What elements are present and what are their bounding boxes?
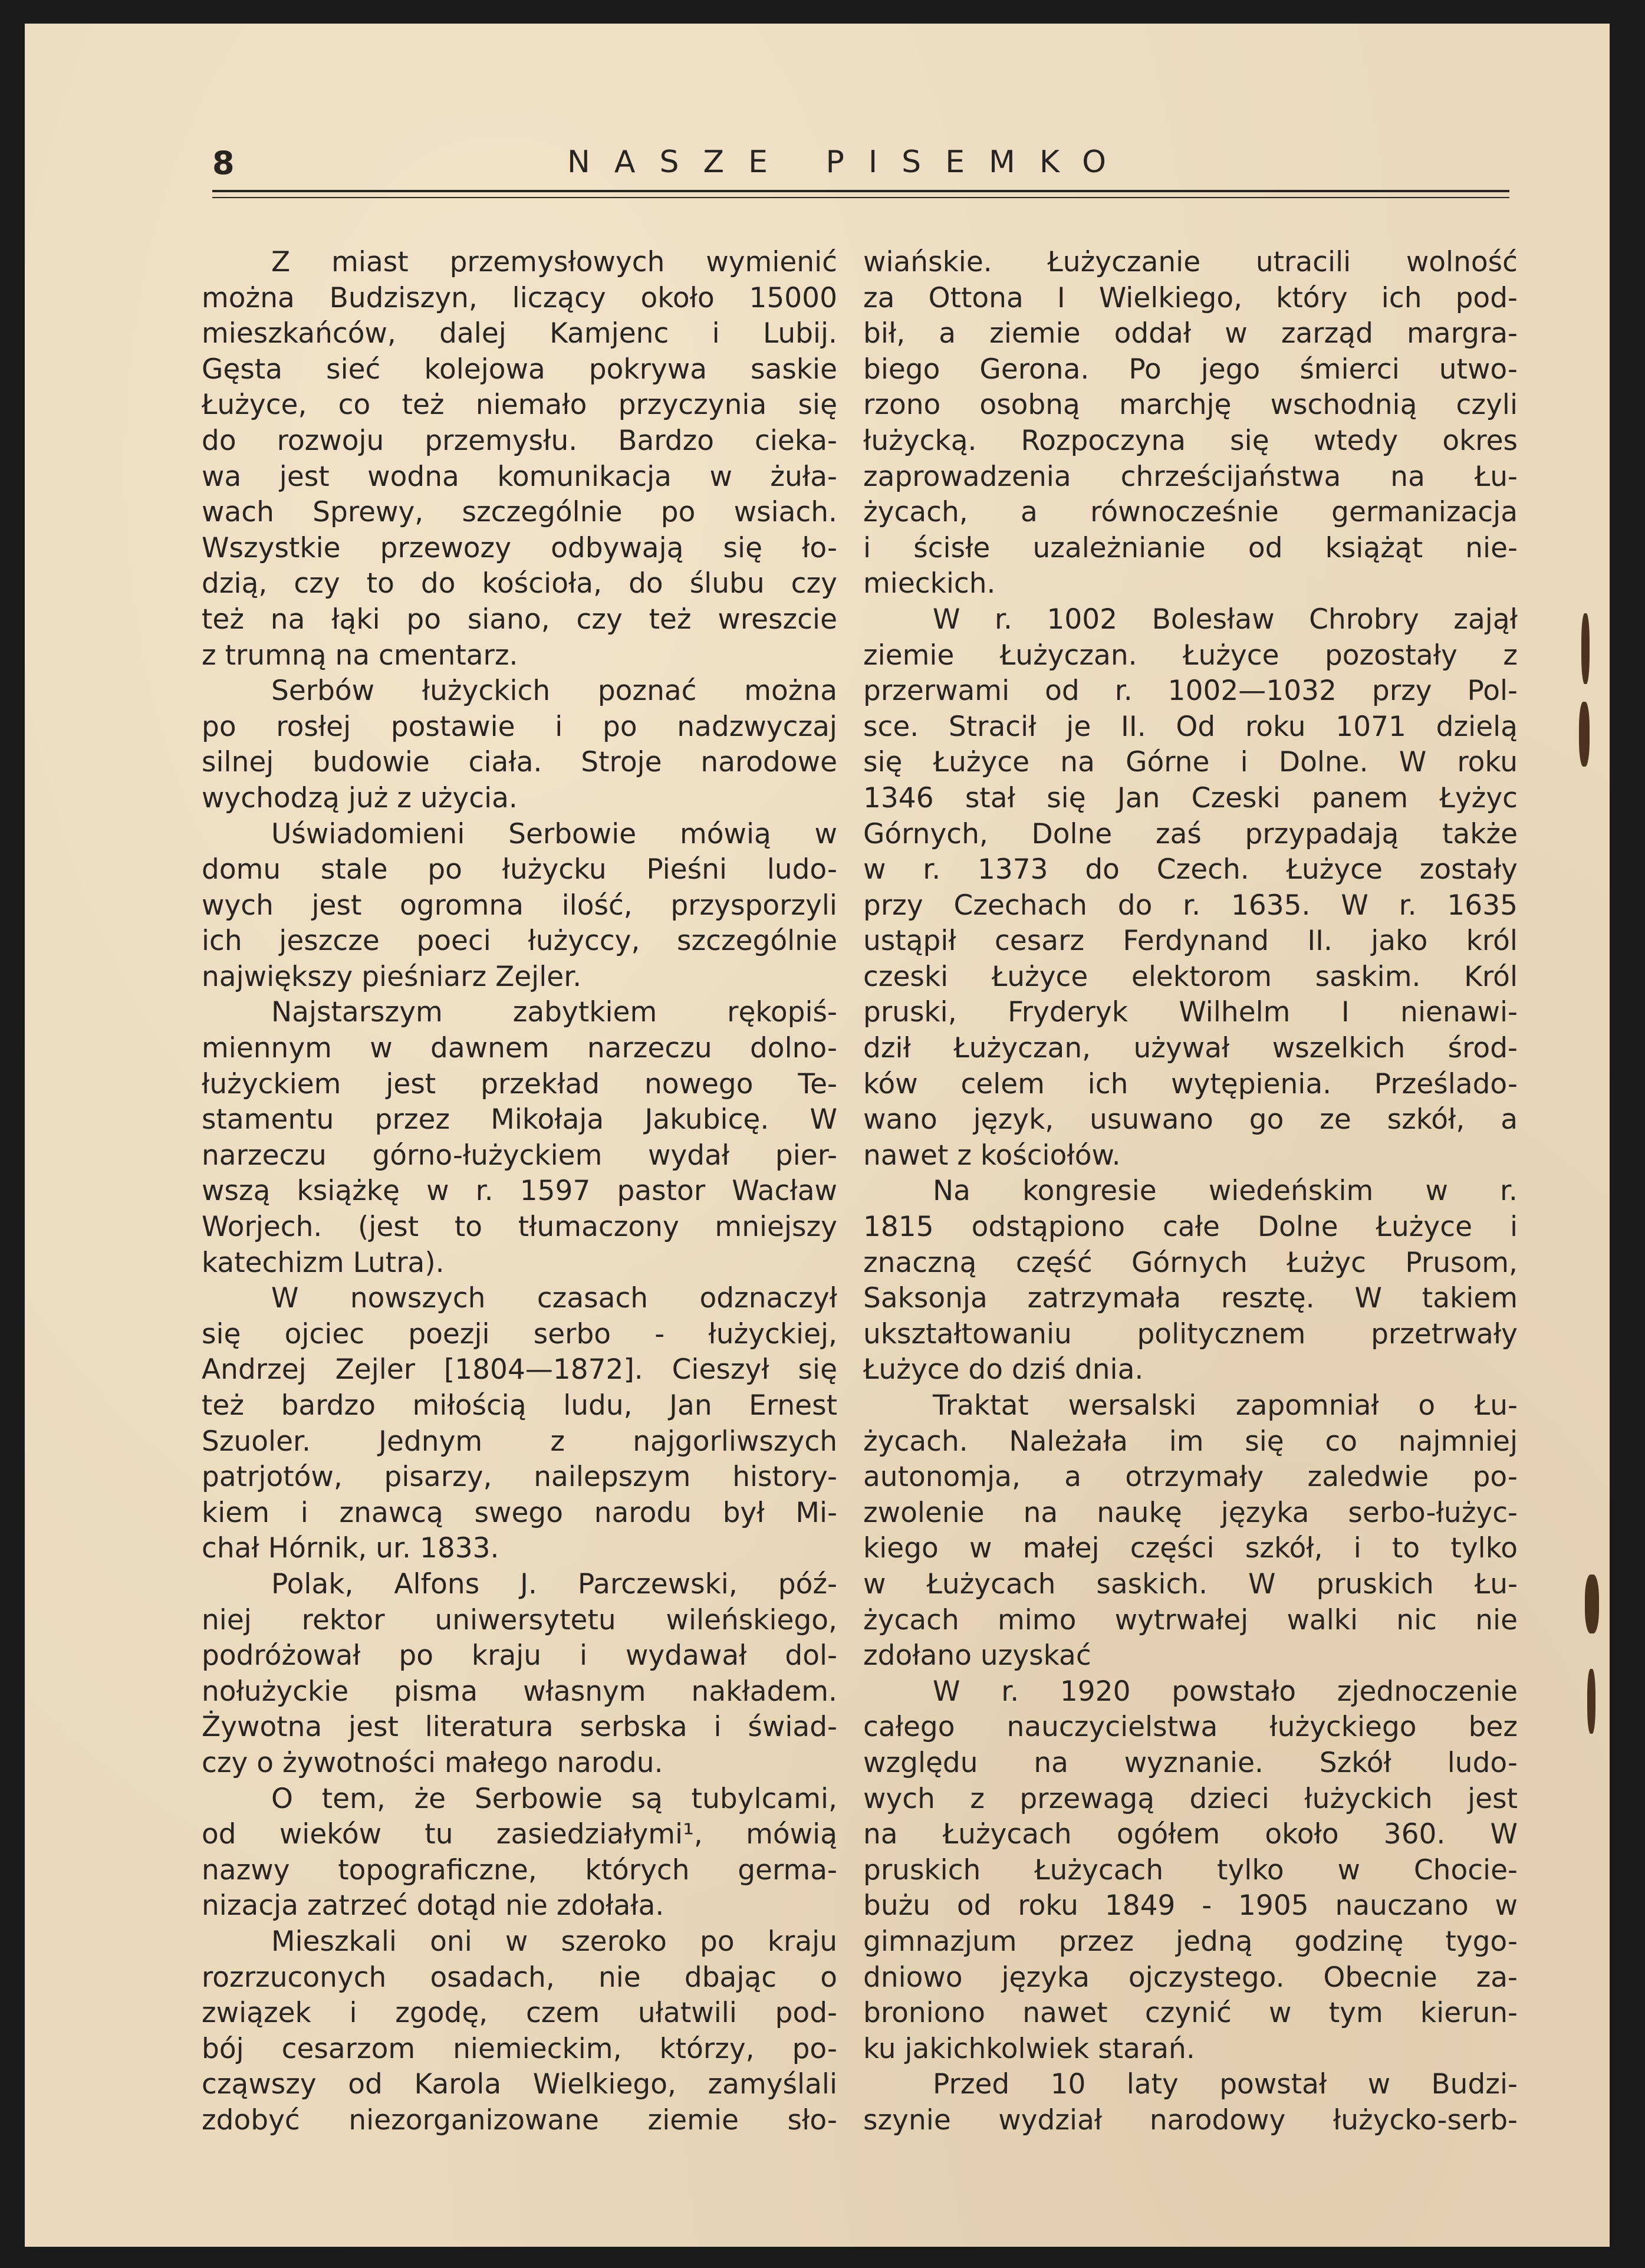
text-line: Gęsta sieć kolejowa pokrywa saskie xyxy=(202,353,837,386)
text-line: bój cesarzom niemieckim, którzy, po- xyxy=(202,2032,837,2065)
text-line: też na łąki po siano, czy też wreszcie xyxy=(202,603,837,636)
text-line: Górnych, Dolne zaś przypadają także xyxy=(863,817,1518,850)
header-rule-thick xyxy=(212,190,1509,192)
text-line: całego nauczycielstwa łużyckiego bez xyxy=(863,1711,1518,1744)
text-line: Najstarszym zabytkiem rękopiś- xyxy=(271,996,837,1029)
text-line: W r. 1002 Bolesław Chrobry zajął xyxy=(933,603,1518,636)
text-line: katechizm Lutra). xyxy=(202,1246,445,1279)
text-line: rzono osobną marchję wschodnią czyli xyxy=(863,389,1518,422)
text-line: podróżował po kraju i wydawał dol- xyxy=(202,1639,837,1672)
text-line: się ojciec poezji serbo - łużyckiej, xyxy=(202,1317,837,1350)
text-line: Żywotna jest literatura serbska i świad- xyxy=(202,1711,837,1744)
text-line: się Łużyce na Górne i Dolne. W roku xyxy=(863,746,1518,779)
text-line: ich jeszcze poeci łużyccy, szczególnie xyxy=(202,925,837,958)
text-line: pruskich Łużycach tylko w Chocie- xyxy=(863,1853,1518,1886)
text-line: autonomja, a otrzymały zaledwie po- xyxy=(863,1461,1518,1494)
text-line: O tem, że Serbowie są tubylcami, xyxy=(271,1782,837,1815)
text-line: miennym w dawnem narzeczu dolno- xyxy=(202,1032,837,1065)
page-number: 8 xyxy=(212,144,235,182)
text-line: Łużyce, co też niemało przyczynia się xyxy=(202,389,837,422)
text-line: Łużyce do dziś dnia. xyxy=(863,1353,1144,1386)
text-line: 1815 odstąpiono całe Dolne Łużyce i xyxy=(863,1211,1518,1244)
right-text-column xyxy=(863,245,1518,2138)
header-rule-thin xyxy=(212,197,1509,198)
text-line: przerwami od r. 1002—1032 przy Pol- xyxy=(863,675,1518,708)
text-line: wychodzą już z użycia. xyxy=(202,781,518,814)
text-line: Serbów łużyckich poznać można xyxy=(271,675,837,708)
text-line: wych z przewagą dzieci łużyckich jest xyxy=(863,1782,1518,1815)
text-line: rozrzuconych osadach, nie dbając o xyxy=(202,1961,837,1994)
text-line: patrjotów, pisarzy, nailepszym history- xyxy=(202,1461,837,1494)
text-line: i ścisłe uzależnianie od książąt nie- xyxy=(863,531,1518,564)
text-line: życach. Należała im się co najmniej xyxy=(863,1425,1518,1458)
text-line: ku jakichkolwiek starań. xyxy=(863,2032,1195,2065)
text-line: wych jest ogromna ilość, przysporzyli xyxy=(202,889,837,922)
text-line: największy pieśniarz Zejler. xyxy=(202,960,582,993)
text-line: nazwy topograficzne, których germa- xyxy=(202,1853,837,1886)
text-line: łużycką. Rozpoczyna się wtedy okres xyxy=(863,424,1518,457)
text-line: ków celem ich wytępienia. Prześlado- xyxy=(863,1067,1518,1100)
text-line: wiańskie. Łużyczanie utracili wolność xyxy=(863,246,1518,278)
text-line: zwolenie na naukę języka serbo-łużyc- xyxy=(863,1496,1518,1529)
text-line: Mieszkali oni w szeroko po kraju xyxy=(271,1925,837,1958)
text-line: czeski Łużyce elektorom saskim. Król xyxy=(863,960,1518,993)
margin-ink-mark-upper xyxy=(1579,702,1590,767)
text-line: Na kongresie wiedeńskim w r. xyxy=(933,1175,1518,1208)
text-line: dził Łużyczan, używał wszelkich środ- xyxy=(863,1032,1518,1065)
text-line: z trumną na cmentarz. xyxy=(202,639,518,672)
text-line: domu stale po łużycku Pieśni ludo- xyxy=(202,853,837,886)
text-line: mieszkańców, dalej Kamjenc i Lubij. xyxy=(202,317,837,350)
text-line: narzeczu górno-łużyckiem wydał pier- xyxy=(202,1139,837,1172)
text-line: cząwszy od Karola Wielkiego, zamyślali xyxy=(202,2068,837,2101)
text-line: w Łużycach saskich. W pruskich Łu- xyxy=(863,1567,1518,1600)
text-line: za Ottona I Wielkiego, który ich pod- xyxy=(863,281,1518,314)
text-line: Traktat wersalski zapomniał o Łu- xyxy=(933,1389,1518,1422)
text-line: zaprowadzenia chrześcijaństwa na Łu- xyxy=(863,460,1518,493)
text-line: wano język, usuwano go ze szkół, a xyxy=(863,1103,1518,1136)
text-line: czy o żywotności małego narodu. xyxy=(202,1746,663,1779)
text-line: od wieków tu zasiedziałymi¹, mówią xyxy=(202,1818,837,1851)
text-line: życach mimo wytrwałej walki nic nie xyxy=(863,1603,1518,1636)
text-line: łużyckiem jest przekład nowego Te- xyxy=(202,1067,837,1100)
text-line: wa jest wodna komunikacja w żuła- xyxy=(202,460,837,493)
text-line: przy Czechach do r. 1635. W r. 1635 xyxy=(863,889,1518,922)
text-line: zdobyć niezorganizowane ziemie sło- xyxy=(202,2103,837,2136)
margin-ink-mark-top xyxy=(1581,613,1590,684)
text-line: nizacja zatrzeć dotąd nie zdołała. xyxy=(202,1889,664,1922)
text-line: na Łużycach ogółem około 360. W xyxy=(863,1818,1518,1851)
text-line: niej rektor uniwersytetu wileńskiego, xyxy=(202,1603,837,1636)
text-line: zdołano uzyskać xyxy=(863,1639,1091,1672)
text-line: broniono nawet czynić w tym kierun- xyxy=(863,1997,1518,2030)
text-line: względu na wyznanie. Szkół ludo- xyxy=(863,1746,1518,1779)
text-line: Uświadomieni Serbowie mówią w xyxy=(271,817,837,850)
text-line: sce. Stracił je II. Od roku 1071 dzielą xyxy=(863,710,1518,743)
text-line: Z miast przemysłowych wymienić xyxy=(271,246,837,278)
text-line: nołużyckie pisma własnym nakładem. xyxy=(202,1675,837,1708)
text-line: Szuoler. Jednym z najgorliwszych xyxy=(202,1425,837,1458)
text-line: też bardzo miłością ludu, Jan Ernest xyxy=(202,1389,837,1422)
text-line: silnej budowie ciała. Stroje narodowe xyxy=(202,746,837,779)
text-line: po rosłej postawie i po nadzwyczaj xyxy=(202,710,837,743)
text-line: bił, a ziemie oddał w zarząd margra- xyxy=(863,317,1518,350)
text-line: w r. 1373 do Czech. Łużyce zostały xyxy=(863,853,1518,886)
text-line: chał Hórnik, ur. 1833. xyxy=(202,1532,499,1565)
text-line: Wszystkie przewozy odbywają się ło- xyxy=(202,531,837,564)
text-line: kiego w małej części szkół, i to tylko xyxy=(863,1532,1518,1565)
text-line: biego Gerona. Po jego śmierci utwo- xyxy=(863,353,1518,386)
text-line: do rozwoju przemysłu. Bardzo cieka- xyxy=(202,424,837,457)
text-line: gimnazjum przez jedną godzinę tygo- xyxy=(863,1925,1518,1958)
text-line: dzią, czy to do kościoła, do ślubu czy xyxy=(202,567,837,600)
text-line: bużu od roku 1849 - 1905 nauczano w xyxy=(863,1889,1518,1922)
text-line: Worjech. (jest to tłumaczony mniejszy xyxy=(202,1211,837,1244)
newspaper-page xyxy=(25,24,1610,2247)
text-line: można Budziszyn, liczący około 15000 xyxy=(202,281,837,314)
text-line: kiem i znawcą swego narodu był Mi- xyxy=(202,1496,837,1529)
text-line: nawet z kościołów. xyxy=(863,1139,1121,1172)
margin-ink-mark-lower xyxy=(1585,1575,1599,1633)
text-line: W r. 1920 powstało zjednoczenie xyxy=(933,1675,1518,1708)
text-line: ukształtowaniu politycznem przetrwały xyxy=(863,1317,1518,1350)
text-line: wach Sprewy, szczególnie po wsiach. xyxy=(202,496,837,529)
text-line: 1346 stał się Jan Czeski panem Łyżyc xyxy=(863,781,1518,814)
text-line: szynie wydział narodowy łużycko-serb- xyxy=(863,2103,1518,2136)
text-line: związek i zgodę, czem ułatwili pod- xyxy=(202,1997,837,2030)
margin-ink-mark-bottom xyxy=(1587,1669,1595,1734)
text-line: Saksonja zatrzymała resztę. W takiem xyxy=(863,1282,1518,1315)
text-line: Polak, Alfons J. Parczewski, póź- xyxy=(271,1567,837,1600)
text-line: znaczną część Górnych Łużyc Prusom, xyxy=(863,1246,1518,1279)
text-line: ustąpił cesarz Ferdynand II. jako król xyxy=(863,925,1518,958)
running-head-title: NASZE PISEMKO xyxy=(567,144,1131,180)
text-line: mieckich. xyxy=(863,567,996,600)
text-line: wszą książkę w r. 1597 pastor Wacław xyxy=(202,1175,837,1208)
text-line: dniowo języka ojczystego. Obecnie za- xyxy=(863,1961,1518,1994)
text-line: ziemie Łużyczan. Łużyce pozostały z xyxy=(863,639,1518,672)
left-text-column xyxy=(202,245,837,2138)
text-line: Andrzej Zejler [1804—1872]. Cieszył się xyxy=(202,1353,837,1386)
text-line: Przed 10 laty powstał w Budzi- xyxy=(933,2068,1518,2101)
text-line: pruski, Fryderyk Wilhelm I nienawi- xyxy=(863,996,1518,1029)
text-line: stamentu przez Mikołaja Jakubicę. W xyxy=(202,1103,837,1136)
text-line: życach, a równocześnie germanizacja xyxy=(863,496,1518,529)
text-line: W nowszych czasach odznaczył xyxy=(271,1282,837,1315)
